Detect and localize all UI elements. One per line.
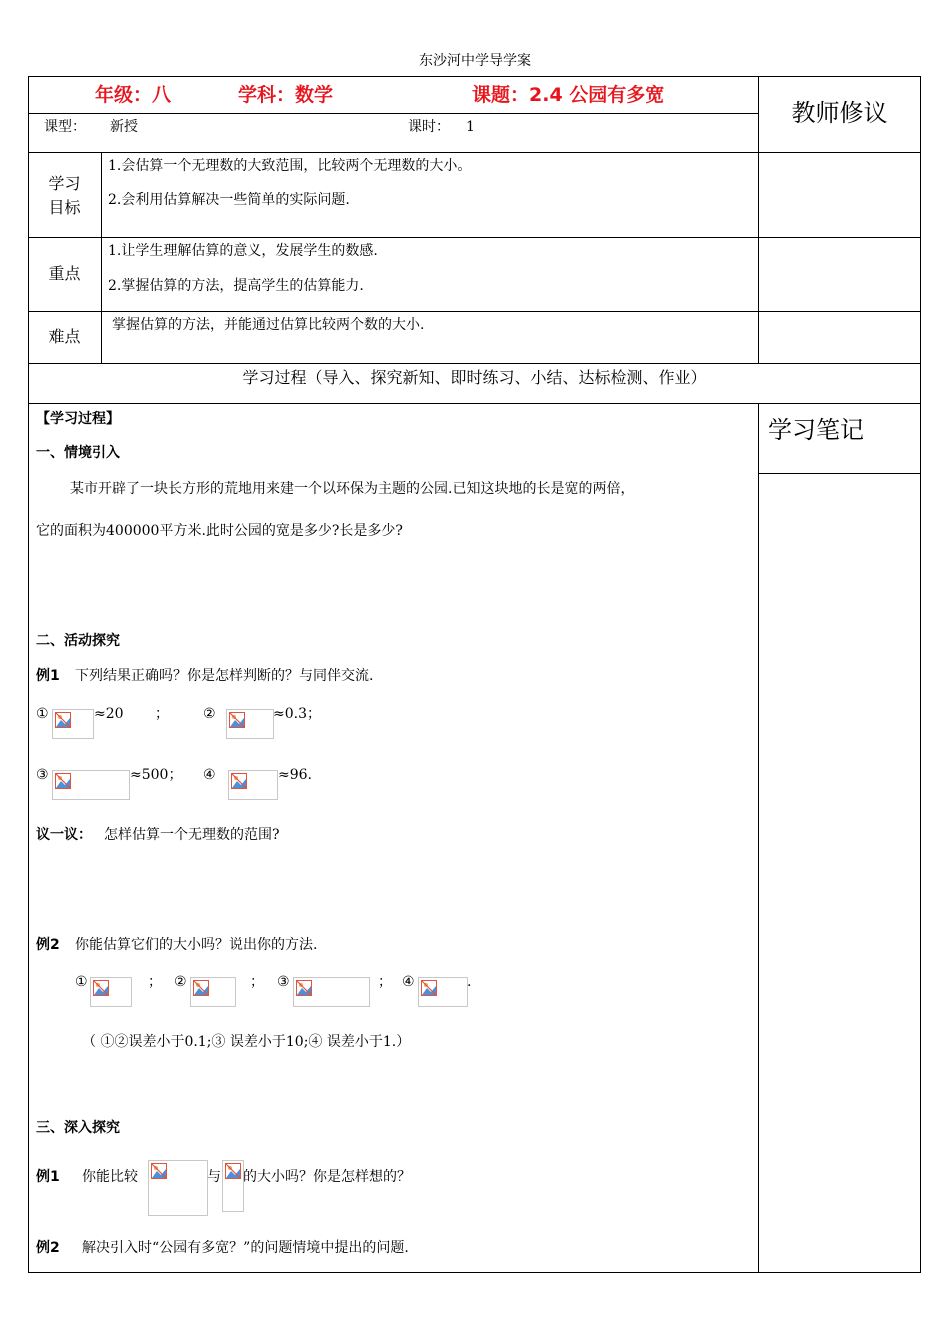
- s3-example-2-label: 例2: [36, 1240, 60, 1256]
- ex2-item-1-sep: ；: [148, 974, 162, 990]
- ex2-item-3-sep: ；: [378, 974, 392, 990]
- section-1-title: 一、情境引入: [36, 445, 120, 461]
- image-placeholder-icon: [193, 980, 209, 996]
- ex2-item-3-formula-image: [293, 977, 370, 1007]
- row-divider-keypoints: [28, 311, 921, 312]
- difficulty-text: 掌握估算的方法，并能通过估算比较两个数的大小.: [112, 317, 425, 333]
- subject-label: 学科：数学: [238, 84, 334, 106]
- scenario-line-2: 它的面积为400000平方米.此时公园的宽是多少?长是多少?: [36, 523, 403, 539]
- difficulty-label: 难点: [48, 327, 81, 346]
- ex1-item-3-num: ③: [36, 767, 49, 783]
- goal-item-1: 1.会估算一个无理数的大致范围，比较两个无理数的大小。: [108, 158, 472, 174]
- image-placeholder-icon: [55, 773, 71, 789]
- table-right-border: [920, 76, 921, 1273]
- s3-example-1-pre: 你能比较: [82, 1169, 138, 1185]
- ex2-item-2-num: ②: [174, 974, 187, 990]
- ex1-item-2-formula-image: [226, 709, 274, 739]
- table-top-border: [28, 76, 921, 77]
- ex1-item-4-num: ④: [203, 767, 216, 783]
- s3-example-1-mid: 与: [207, 1169, 221, 1185]
- scenario-line-1: 某市开辟了一块长方形的荒地用来建一个以环保为主题的公园.已知这块地的长是宽的两倍，: [70, 481, 635, 497]
- school-title: 东沙河中学导学案: [419, 53, 531, 69]
- goals-label-line2: 目标: [48, 198, 81, 217]
- ex1-item-1-formula-image: [52, 709, 94, 739]
- row-divider-info: [28, 113, 758, 114]
- section-2-title: 二、活动探究: [36, 633, 120, 649]
- example-1-label: 例1: [36, 668, 60, 684]
- keypoints-label: 重点: [48, 264, 81, 283]
- example-2-text: 你能估算它们的大小吗？说出你的方法.: [75, 937, 318, 953]
- ex1-item-4-approx: ≈96.: [278, 767, 312, 783]
- lesson-type-value: 新授: [110, 119, 138, 135]
- topic-label: 课题：2.4 公园有多宽: [472, 84, 665, 106]
- keypoint-item-2: 2.掌握估算的方法，提高学生的估算能力.: [108, 278, 364, 294]
- notes-col-divider: [758, 403, 759, 1273]
- row-divider-process-header: [28, 403, 921, 404]
- ex1-item-2-approx: ≈0.3；: [273, 706, 321, 722]
- ex1-item-3-formula-image: [52, 770, 130, 800]
- ex1-item-1-sep: ；: [155, 706, 169, 722]
- ex2-item-3-num: ③: [277, 974, 290, 990]
- study-notes-title: 学习笔记: [768, 416, 864, 444]
- goals-label-line1: 学习: [48, 174, 81, 193]
- grade-label: 年级：八: [95, 84, 172, 106]
- ex2-item-2-formula-image: [190, 977, 236, 1007]
- image-placeholder-icon: [55, 712, 71, 728]
- keypoint-item-1: 1.让学生理解估算的意义，发展学生的数感.: [108, 243, 378, 259]
- teacher-revision-title: 教师修议: [791, 99, 888, 127]
- ex1-item-4-formula-image: [228, 770, 278, 800]
- ex2-item-1-formula-image: [90, 977, 132, 1007]
- lesson-hours-label: 课时：: [408, 119, 450, 135]
- discuss-label: 议一议：: [36, 827, 92, 843]
- image-placeholder-icon: [296, 980, 312, 996]
- s3-example-1-label: 例1: [36, 1169, 60, 1185]
- ex1-item-1-num: ①: [36, 706, 49, 722]
- table-left-border: [28, 76, 29, 1273]
- ex2-item-4-num: ④: [402, 974, 415, 990]
- s3-example-1-formula-b: [222, 1160, 244, 1212]
- section-3-title: 三、深入探究: [36, 1120, 120, 1136]
- ex1-item-3-approx: ≈500；: [130, 767, 183, 783]
- s3-example-1-formula-a: [148, 1160, 208, 1216]
- image-placeholder-icon: [229, 712, 245, 728]
- s3-example-2-text: 解决引入时“公园有多宽？”的问题情境中提出的问题.: [82, 1240, 409, 1256]
- discuss-text: 怎样估算一个无理数的范围?: [104, 827, 280, 843]
- notes-title-divider: [758, 473, 921, 474]
- example-2-label: 例2: [36, 937, 60, 953]
- row-divider-type: [28, 152, 921, 153]
- image-placeholder-icon: [93, 980, 109, 996]
- ex2-error-note: （ ①②误差小于0.1;③ 误差小于10;④ 误差小于1.）: [82, 1034, 411, 1050]
- label-col-divider: [101, 152, 102, 364]
- goal-item-2: 2.会利用估算解决一些简单的实际问题.: [108, 192, 350, 208]
- s3-example-1-post: 的大小吗？你是怎样想的？: [243, 1169, 411, 1185]
- lesson-type-label: 课型：: [44, 119, 86, 135]
- image-placeholder-icon: [151, 1163, 167, 1179]
- ex1-item-1-approx: ≈20: [94, 706, 124, 722]
- ex2-item-4-sep: .: [467, 974, 472, 990]
- process-header: 学习过程（导入、探究新知、即时练习、小结、达标检测、作业）: [242, 368, 707, 387]
- process-heading: 【学习过程】: [36, 411, 120, 427]
- ex2-item-2-sep: ；: [250, 974, 264, 990]
- example-1-text: 下列结果正确吗？你是怎样判断的？与同伴交流.: [75, 668, 374, 684]
- image-placeholder-icon: [225, 1163, 241, 1179]
- ex2-item-1-num: ①: [75, 974, 88, 990]
- row-divider-difficulty: [28, 363, 921, 364]
- lesson-hours-value: 1: [466, 119, 475, 135]
- table-bottom-border: [28, 1272, 921, 1273]
- image-placeholder-icon: [421, 980, 437, 996]
- ex1-item-2-num: ②: [203, 706, 216, 722]
- ex2-item-4-formula-image: [418, 977, 468, 1007]
- image-placeholder-icon: [231, 773, 247, 789]
- row-divider-goals: [28, 237, 921, 238]
